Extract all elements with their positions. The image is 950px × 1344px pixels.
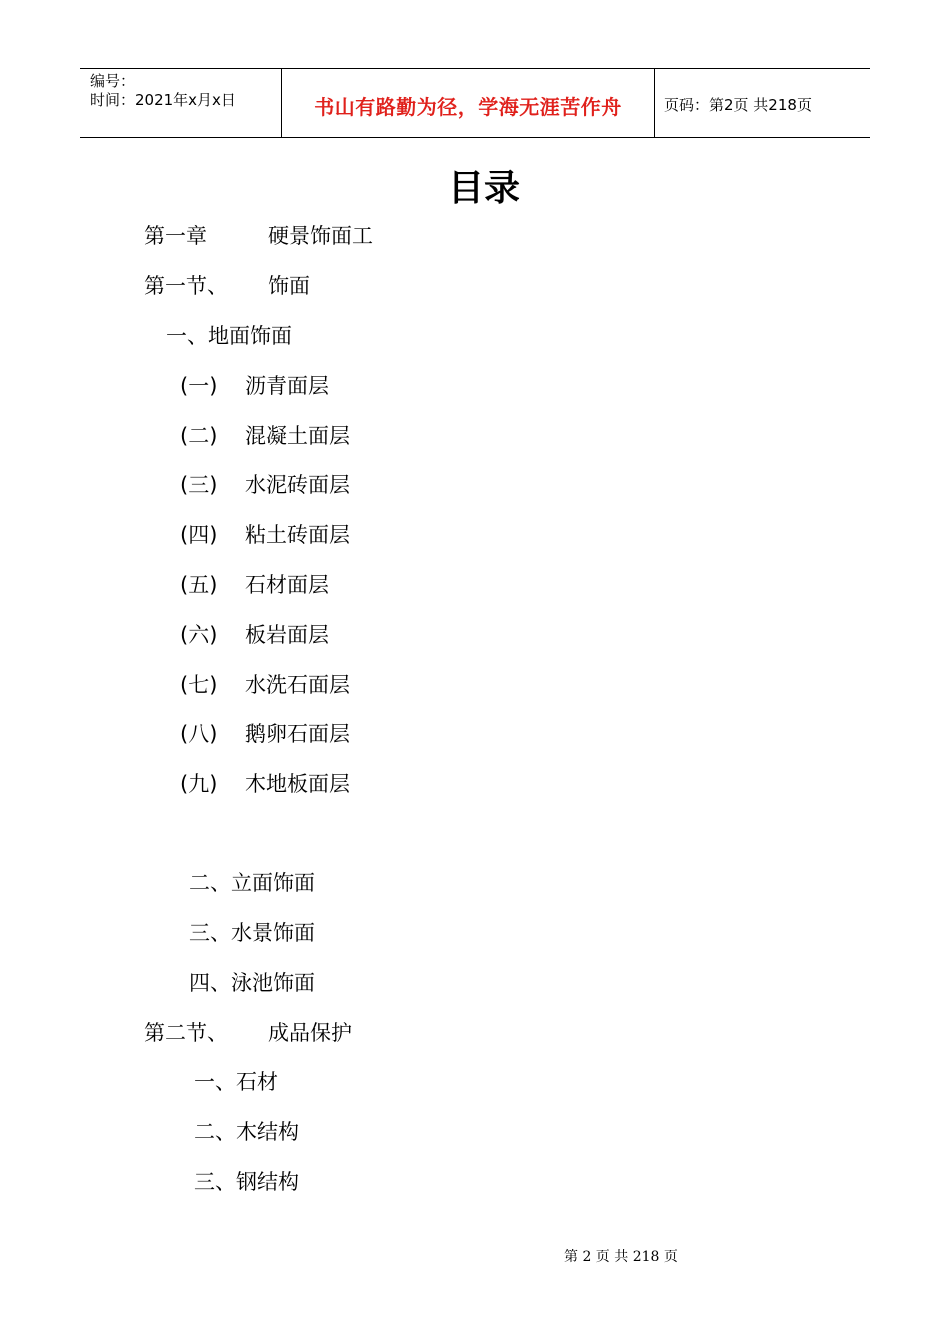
page-header: [80, 68, 870, 138]
toc-item[interactable]: [180, 469, 350, 499]
toc-item-number: (三): [180, 473, 218, 497]
toc-item-number: (四): [180, 523, 218, 547]
toc-item-title: 混凝土面层: [245, 424, 350, 448]
toc-item-title: 鹅卵石面层: [245, 722, 350, 746]
toc-chapter-title: 硬景饰面工: [268, 224, 373, 248]
toc-item[interactable]: [180, 669, 350, 699]
toc-item[interactable]: [180, 370, 329, 400]
toc-heading-steel[interactable]: 三、钢结构: [194, 1170, 299, 1194]
toc-item[interactable]: [180, 619, 329, 649]
toc-item[interactable]: [180, 519, 350, 549]
toc-heading-waterscape[interactable]: 三、水景饰面: [189, 921, 315, 945]
toc-item-title: 粘土砖面层: [245, 523, 350, 547]
toc-item[interactable]: [180, 718, 350, 748]
toc-heading-wood[interactable]: 二、木结构: [194, 1120, 299, 1144]
header-motto: 书山有路勤为径，学海无涯苦作舟: [314, 95, 622, 119]
toc-item-number: (一): [180, 374, 218, 398]
toc-item-title: 石材面层: [245, 573, 329, 597]
toc-heading-pool[interactable]: 四、泳池饰面: [189, 971, 315, 995]
toc-section-number: 第一节、: [144, 274, 228, 298]
toc-item-number: (五): [180, 573, 218, 597]
toc-chapter-number: 第一章: [144, 224, 207, 248]
toc-heading-elevation[interactable]: 二、立面饰面: [189, 871, 315, 895]
header-motto-cell: [282, 69, 655, 137]
header-meta-cell: [80, 69, 282, 137]
toc-item-number: (七): [180, 673, 218, 697]
toc-chapter-1[interactable]: [144, 220, 373, 250]
toc-section-number: 第二节、: [144, 1021, 228, 1045]
page-title: 目录: [447, 167, 520, 209]
toc-item-number: (八): [180, 722, 218, 746]
toc-item[interactable]: [180, 768, 350, 798]
toc-item-title: 板岩面层: [245, 623, 329, 647]
header-page-info: 页码：第2页 共218页: [664, 96, 812, 114]
toc-item-number: (六): [180, 623, 218, 647]
toc-item[interactable]: [180, 569, 329, 599]
toc-section-2[interactable]: [144, 1017, 352, 1047]
toc-section-1[interactable]: [144, 270, 310, 300]
toc-heading-stone[interactable]: 一、石材: [194, 1070, 278, 1094]
toc-heading-floor[interactable]: 一、地面饰面: [166, 324, 292, 348]
page-footer: 第 2 页 共 218 页: [564, 1249, 678, 1265]
toc-item-title: 水泥砖面层: [245, 473, 350, 497]
toc-item-title: 沥青面层: [245, 374, 329, 398]
toc-item-title: 水洗石面层: [245, 673, 350, 697]
toc-item[interactable]: [180, 420, 350, 450]
document-number-label: 编号：: [90, 72, 136, 90]
toc-section-title: 饰面: [268, 274, 310, 298]
toc-section-title: 成品保护: [268, 1021, 352, 1045]
header-page-cell: [655, 69, 870, 137]
document-time-label: 时间：2021年x月x日: [90, 91, 236, 109]
toc-item-number: (二): [180, 424, 218, 448]
toc-item-title: 木地板面层: [245, 772, 350, 796]
toc-item-number: (九): [180, 772, 218, 796]
